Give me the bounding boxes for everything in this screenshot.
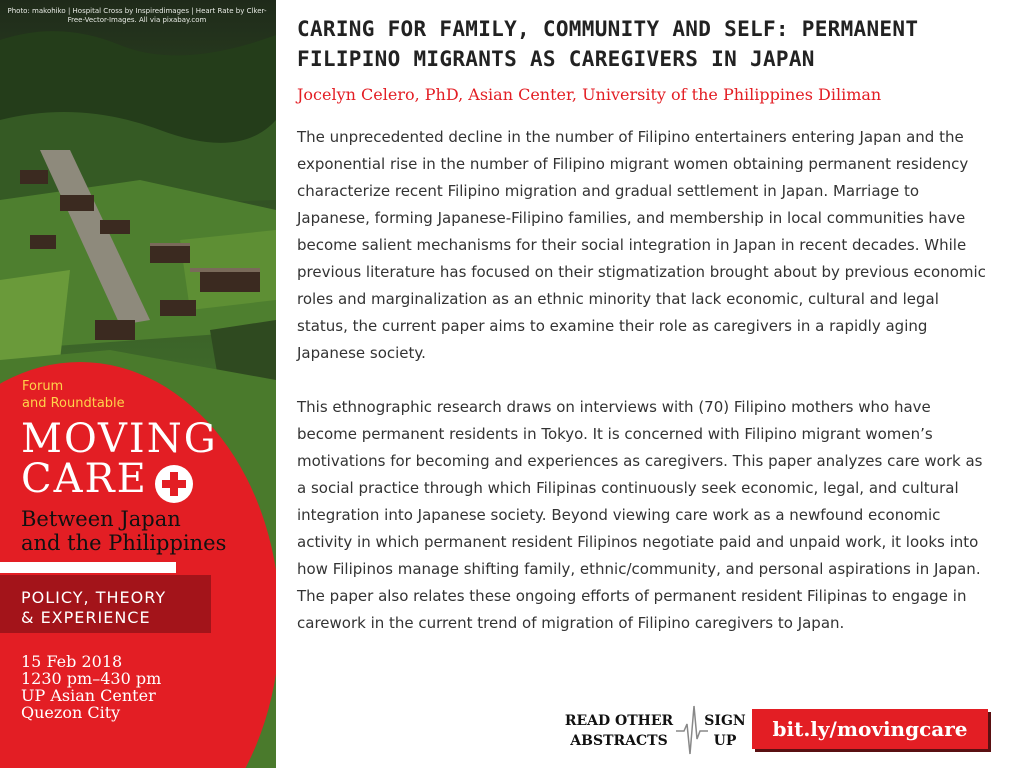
paper-abstract — [297, 124, 987, 637]
divider-bar — [0, 562, 176, 573]
event-theme-line2: & EXPERIENCE — [21, 608, 151, 627]
event-type — [22, 378, 125, 412]
abstract-paragraph-1: The unprecedented decline in the number of Filipino entertainers entering Japan and the exponential rise in the number of Filipino migrant women obtaining permanent residency characterize recent Filipino migration and gradual settlement in Japan. Marriage to Japanese, forming Japanese-Filipino families, and membership in local communities have become salient mechanisms for their social integration in Japan in recent decades. While previous literature has focused on their stigmatization brought about by previous economic roles and marginalization as an ethnic minority that lack economic, cultural and legal status, the current paper aims to examine their role as caregivers in a rapidly aging Japanese society. — [297, 128, 986, 362]
event-theme — [21, 588, 166, 628]
event-venue: UP Asian Center — [21, 686, 156, 705]
paper-title: CARING FOR FAMILY, COMMUNITY AND SELF: PERMANENT FILIPINO MIGRANTS AS CAREGIVERS IN JAPAN — [297, 17, 919, 71]
event-type-line1: Forum — [22, 379, 64, 394]
event-subtitle-line2: and the Philippines — [21, 531, 227, 555]
poster-left-panel — [0, 0, 276, 768]
sign-up-line1: SIGN — [704, 713, 746, 729]
read-other-abstracts-link[interactable] — [553, 711, 685, 751]
medical-cross-icon — [153, 463, 195, 505]
event-time: 1230 pm–430 pm — [21, 669, 162, 688]
event-details — [21, 653, 161, 721]
event-city: Quezon City — [21, 703, 121, 722]
event-subtitle-line1: Between Japan — [21, 507, 181, 531]
event-title-line1: MOVING — [21, 416, 218, 462]
signup-url-button[interactable] — [752, 709, 988, 749]
sign-up-line2: UP — [713, 733, 737, 749]
event-type-line2: and Roundtable — [22, 396, 125, 411]
read-other-line1: READ OTHER — [564, 713, 674, 729]
abstract-paragraph-2: This ethnographic research draws on interviews with (70) Filipino mothers who have become permanent residents in Tokyo. It is concerned with Filipino migrant women’s motivations for becoming and experiences as caregivers. This paper analyzes care work as a social practice through which Filipinas continuously seek economic, legal, and cultural integration into Japanese society. Beyond viewing care work as a newfound economic activity in which permanent resident Filipinos negotiate paid and unpaid work, it looks into how Filipinos manage shifting family, ethnic/community, and personal aspirations in Japan. The paper also relates these ongoing efforts of permanent resident Filipinas to engage in carework in the current trend of migration of Filipino caregivers to Japan. — [297, 398, 983, 632]
paper-author: Jocelyn Celero, PhD, Asian Center, University of the Philippines Diliman — [297, 85, 882, 104]
signup-url[interactable]: bit.ly/movingcare — [772, 717, 968, 741]
event-theme-line1: POLICY, THEORY — [21, 588, 167, 607]
event-date: 15 Feb 2018 — [21, 652, 123, 671]
event-title-line2: CARE — [21, 456, 148, 502]
sign-up-link[interactable] — [698, 711, 752, 751]
photo-credit: Photo: makohiko | Hospital Cross by Inspiredimages | Heart Rate by Clker-Free-Vector-Images. All via pixabay.com — [7, 7, 267, 24]
event-subtitle — [21, 507, 226, 555]
read-other-line2: ABSTRACTS — [570, 733, 668, 749]
